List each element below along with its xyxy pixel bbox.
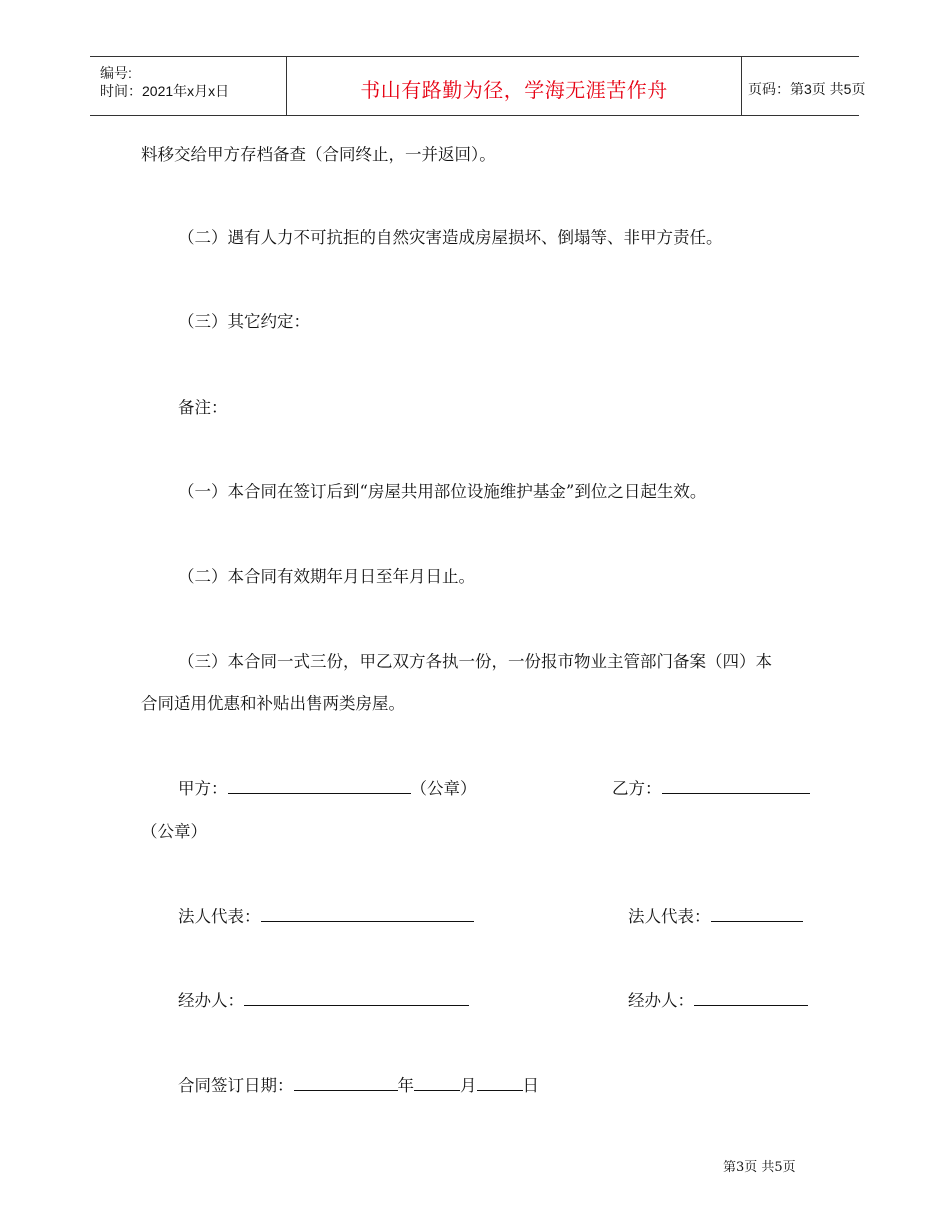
paragraph-remark-3-line-2: 合同适用优惠和补贴出售两类房屋。 bbox=[141, 694, 405, 713]
signing-date-label: 合同签订日期： bbox=[178, 1076, 294, 1095]
page-header bbox=[90, 56, 866, 116]
legal-rep-b-blank[interactable] bbox=[711, 907, 803, 922]
party-b-seal-label: （公章） bbox=[141, 822, 207, 841]
month-label: 月 bbox=[460, 1076, 477, 1095]
header-motto: 书山有路勤为径，学海无涯苦作舟 bbox=[360, 78, 668, 102]
header-meta-cell bbox=[90, 57, 286, 115]
legal-rep-b-line bbox=[628, 903, 803, 927]
party-a-signature-blank[interactable] bbox=[228, 779, 411, 794]
month-blank[interactable] bbox=[414, 1076, 460, 1091]
year-label: 年 bbox=[397, 1076, 414, 1095]
day-label: 日 bbox=[522, 1076, 539, 1095]
legal-rep-a-line bbox=[178, 903, 474, 927]
legal-rep-b-label: 法人代表： bbox=[628, 907, 711, 926]
party-b-line bbox=[612, 775, 810, 799]
party-b-signature-blank[interactable] bbox=[662, 779, 810, 794]
paragraph-continuation: 料移交给甲方存档备查（合同终止，一并返回）。 bbox=[141, 145, 496, 164]
paragraph-remarks-heading: 备注： bbox=[178, 398, 228, 417]
paragraph-clause-3: （三）其它约定： bbox=[178, 312, 310, 331]
header-page-number: 页码：第3页 共5页 bbox=[748, 81, 866, 97]
handler-a-line bbox=[178, 987, 469, 1011]
signing-date-line bbox=[178, 1072, 539, 1096]
paragraph-remark-2: （二）本合同有效期年月日至年月日止。 bbox=[178, 567, 475, 586]
page-footer-number: 第3页 共5页 bbox=[723, 1160, 796, 1175]
year-blank[interactable] bbox=[294, 1076, 398, 1091]
handler-a-blank[interactable] bbox=[244, 991, 469, 1006]
document-time-label: 时间：2021年x月x日 bbox=[100, 83, 230, 99]
document-number-label: 编号: bbox=[100, 65, 132, 81]
party-a-label: 甲方： bbox=[178, 779, 228, 798]
handler-a-label: 经办人： bbox=[178, 991, 244, 1010]
day-blank[interactable] bbox=[477, 1076, 523, 1091]
party-a-line bbox=[178, 775, 477, 799]
legal-rep-a-blank[interactable] bbox=[261, 907, 474, 922]
paragraph-remark-3-line-1: （三）本合同一式三份，甲乙双方各执一份，一份报市物业主管部门备案（四）本 bbox=[178, 652, 772, 671]
paragraph-remark-1: （一）本合同在签订后到“房屋共用部位设施维护基金”到位之日起生效。 bbox=[178, 482, 707, 501]
handler-b-blank[interactable] bbox=[694, 991, 808, 1006]
legal-rep-a-label: 法人代表： bbox=[178, 907, 261, 926]
party-b-label: 乙方： bbox=[612, 779, 662, 798]
party-a-seal-label: （公章） bbox=[410, 779, 477, 798]
header-motto-cell bbox=[286, 57, 742, 115]
header-page-cell bbox=[740, 57, 866, 115]
handler-b-label: 经办人： bbox=[628, 991, 694, 1010]
paragraph-clause-2: （二）遇有人力不可抗拒的自然灾害造成房屋损坏、倒塌等、非甲方责任。 bbox=[178, 228, 723, 247]
handler-b-line bbox=[628, 987, 808, 1011]
